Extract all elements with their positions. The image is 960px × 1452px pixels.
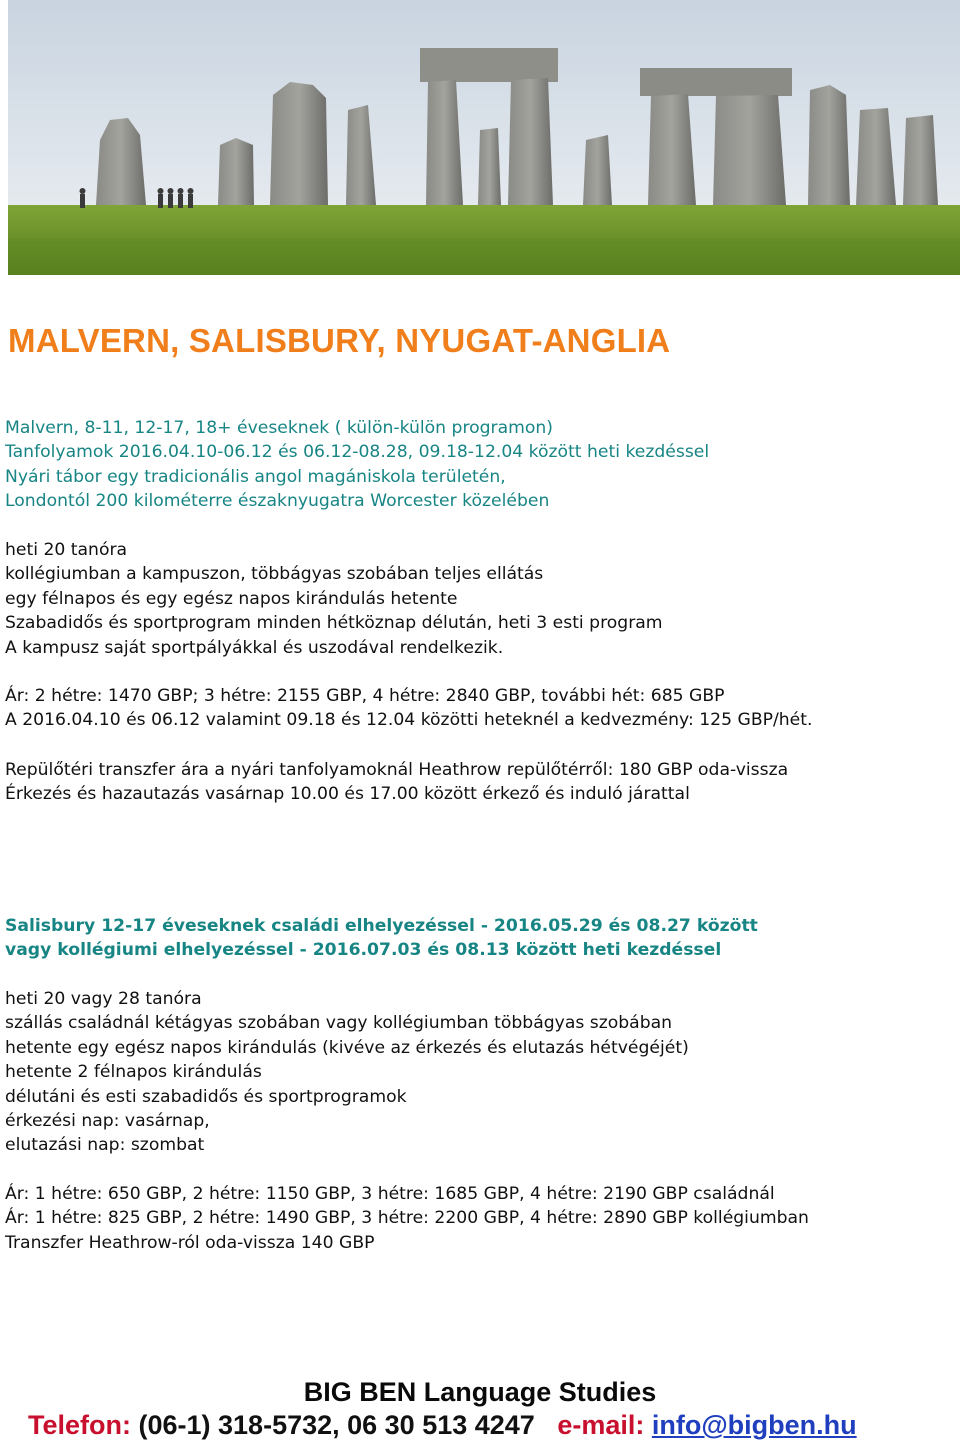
detail-line: A kampusz saját sportpályákkal és uszodával rendelkezik. [5,637,504,658]
malvern-details [5,538,663,660]
detail-line: heti 20 vagy 28 tanóra [5,989,202,1009]
email-label: e-mail: [557,1410,652,1440]
detail-line: hetente egy egész napos kirándulás (kivéve az érkezés és elutazás hétvégéjét) [5,1037,689,1058]
detail-line: délutáni és esti szabadidős és sportprogramok [5,1086,407,1107]
company-name: BIG BEN Language Studies [303,1377,657,1407]
intro-line: Londontól 200 kilométerre északnyugatra Worcester közelében [5,491,550,512]
detail-line: heti 20 tanóra [5,540,128,560]
intro-line: Malvern, 8-11, 12-17, 18+ éveseknek ( külön-külön programon) [5,418,554,438]
price-line: Ár: 1 hétre: 650 GBP, 2 hétre: 1150 GBP, 3 hétre: 1685 GBP, 4 hétre: 2190 GBP családnál [5,1184,775,1204]
malvern-prices [5,684,812,733]
price-line: Ár: 1 hétre: 825 GBP, 2 hétre: 1490 GBP, 3 hétre: 2200 GBP, 4 hétre: 2890 GBP kollégiumban [5,1208,809,1229]
price-line: Ár: 2 hétre: 1470 GBP; 3 hétre: 2155 GBP, 4 hétre: 2840 GBP, további hét: 685 GBP [5,686,725,706]
detail-line: elutazási nap: szombat [5,1135,205,1156]
contact-line [28,1410,857,1441]
email-link[interactable]: info@bigben.hu [651,1410,857,1440]
price-line: Transzfer Heathrow-ról oda-vissza 140 GBP [5,1232,375,1253]
salisbury-prices [5,1182,809,1255]
stonehenge-illustration [8,0,960,275]
stonehenge-photo [8,0,960,275]
detail-line: érkezési nap: vasárnap, [5,1111,210,1132]
salisbury-heading [5,914,758,963]
detail-line: Szabadidős és sportprogram minden hétköznap délután, heti 3 esti program [5,613,663,634]
intro-line: Nyári tábor egy tradicionális angol magániskola területén, [5,466,506,487]
detail-line: hetente 2 félnapos kirándulás [5,1062,262,1083]
transfer-line: Repülőtéri transzfer ára a nyári tanfolyamoknál Heathrow repülőtérről: 180 GBP oda-vissza [5,760,789,780]
phone-number: (06-1) 318-5732, 06 30 513 4247 [138,1410,535,1440]
phone-label: Telefon: [28,1410,139,1440]
heading-line: vagy kollégiumi elhelyezéssel - 2016.07.03 és 08.13 között heti kezdéssel [5,940,722,961]
price-line: A 2016.04.10 és 06.12 valamint 09.18 és 12.04 közötti heteknél a kedvezmény: 125 GBP/hét. [5,710,813,731]
salisbury-details [5,987,689,1158]
detail-line: egy félnapos és egy egész napos kirándulás hetente [5,588,458,609]
page-title: MALVERN, SALISBURY, NYUGAT-ANGLIA [8,322,671,359]
detail-line: szállás családnál kétágyas szobában vagy kollégiumban többágyas szobában [5,1013,673,1034]
malvern-intro [5,416,709,514]
malvern-transfer [5,758,788,807]
transfer-line: Érkezés és hazautazás vasárnap 10.00 és 17.00 között érkező és induló járattal [5,784,690,805]
detail-line: kollégiumban a kampuszon, többágyas szobában teljes ellátás [5,564,544,585]
heading-line: Salisbury 12-17 éveseknek családi elhelyezéssel - 2016.05.29 és 08.27 között [5,916,758,936]
intro-line: Tanfolyamok 2016.04.10-06.12 és 06.12-08.28, 09.18-12.04 között heti kezdéssel [5,442,710,463]
